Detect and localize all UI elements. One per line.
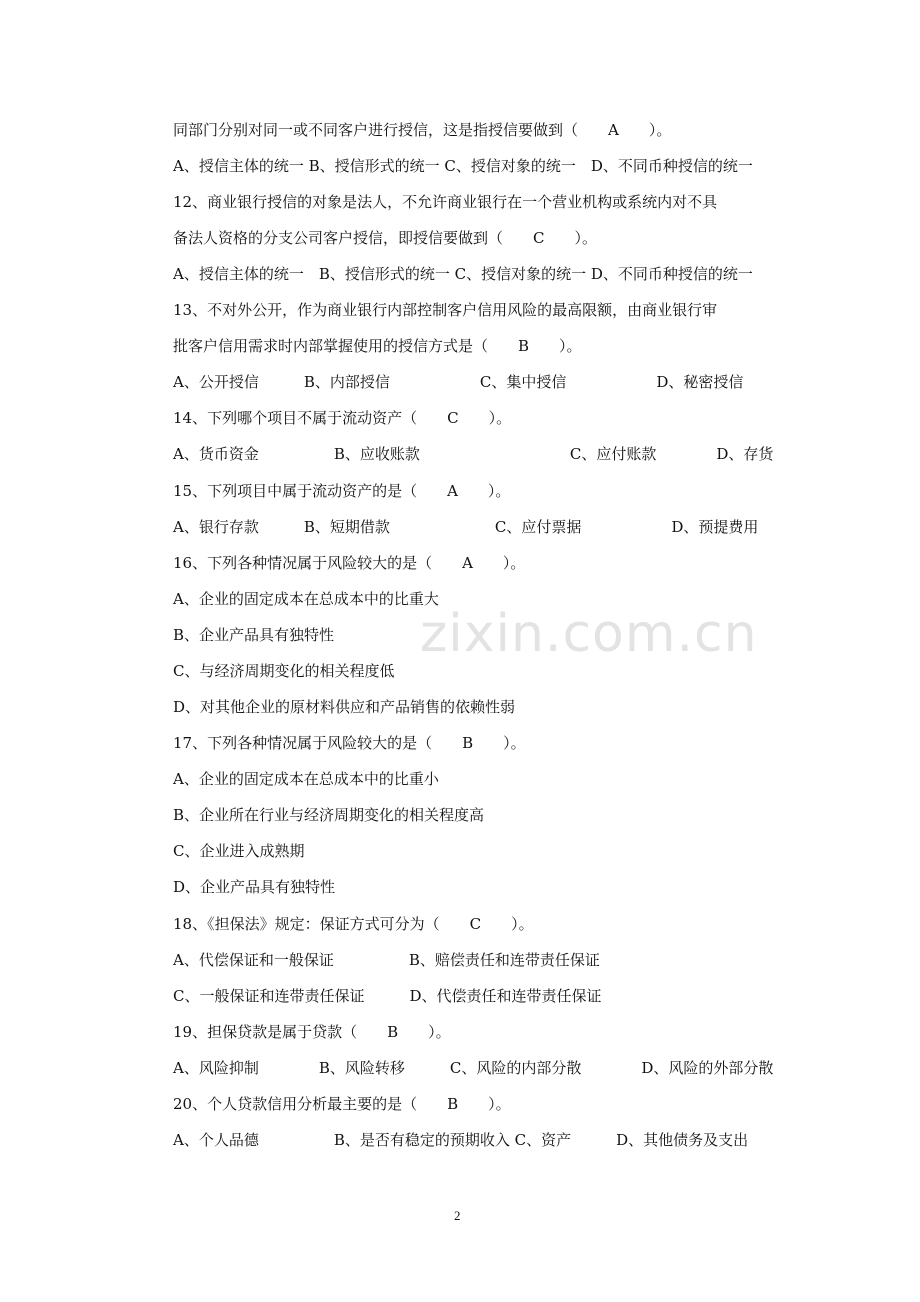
text-line: A、风险抑制 B、风险转移 C、风险的内部分散 D、风险的外部分散	[173, 1059, 774, 1077]
text-line: A、银行存款 B、短期借款 C、应付票据 D、预提费用	[173, 518, 759, 536]
page-number: 2	[454, 1208, 461, 1223]
text-line: A、企业的固定成本在总成本中的比重小	[173, 770, 439, 788]
text-line: 批客户信用需求时内部掌握使用的授信方式是（ B ）。	[173, 337, 582, 355]
question-18: 18、《担保法》规定：保证方式可分为（ C ）。	[173, 915, 534, 933]
text-line: C、一般保证和连带责任保证 D、代偿责任和连带责任保证	[173, 987, 602, 1005]
question-15: 15、下列项目中属于流动资产的是（ A ）。	[173, 482, 511, 500]
text-line: A、货币资金 B、应收账款 C、应付账款 D、存货	[173, 445, 774, 463]
question-16: 16、下列各种情况属于风险较大的是（ A ）。	[173, 554, 526, 572]
question-20: 20、个人贷款信用分析最主要的是（ B ）。	[173, 1095, 511, 1113]
text-line: A、个人品德 B、是否有稳定的预期收入 C、资产 D、其他债务及支出	[173, 1131, 749, 1149]
text-line: C、与经济周期变化的相关程度低	[173, 662, 395, 680]
question-19: 19、担保贷款是属于贷款（ B ）。	[173, 1023, 451, 1041]
text-line: 同部门分别对同一或不同客户进行授信，这是指授信要做到（ A ）。	[173, 121, 672, 139]
text-line: B、企业所在行业与经济周期变化的相关程度高	[173, 806, 485, 824]
text-line: C、企业进入成熟期	[173, 842, 305, 860]
watermark: zixin.com.cn	[420, 604, 758, 664]
text-line: D、对其他企业的原材料供应和产品销售的依赖性弱	[173, 698, 516, 716]
text-line: 备法人资格的分支公司客户授信，即授信要做到（ C ）。	[173, 229, 597, 247]
text-line: A、授信主体的统一 B、授信形式的统一 C、授信对象的统一 D、不同币种授信的统一	[173, 157, 753, 175]
question-12: 12、商业银行授信的对象是法人，不允许商业银行在一个营业机构或系统内对不具	[173, 193, 718, 211]
text-line: B、企业产品具有独特性	[173, 626, 335, 644]
question-17: 17、下列各种情况属于风险较大的是（ B ）。	[173, 734, 526, 752]
text-line: A、代偿保证和一般保证 B、赔偿责任和连带责任保证	[173, 951, 600, 969]
question-14: 14、下列哪个项目不属于流动资产（ C ）。	[173, 409, 512, 427]
question-13: 13、不对外公开，作为商业银行内部控制客户信用风险的最高限额，由商业银行审	[173, 301, 718, 319]
text-line: A、企业的固定成本在总成本中的比重大	[173, 590, 439, 608]
text-line: A、公开授信 B、内部授信 C、集中授信 D、秘密授信	[173, 373, 744, 391]
text-line: A、授信主体的统一 B、授信形式的统一 C、授信对象的统一 D、不同币种授信的统一	[173, 265, 753, 283]
text-line: D、企业产品具有独特性	[173, 878, 336, 896]
